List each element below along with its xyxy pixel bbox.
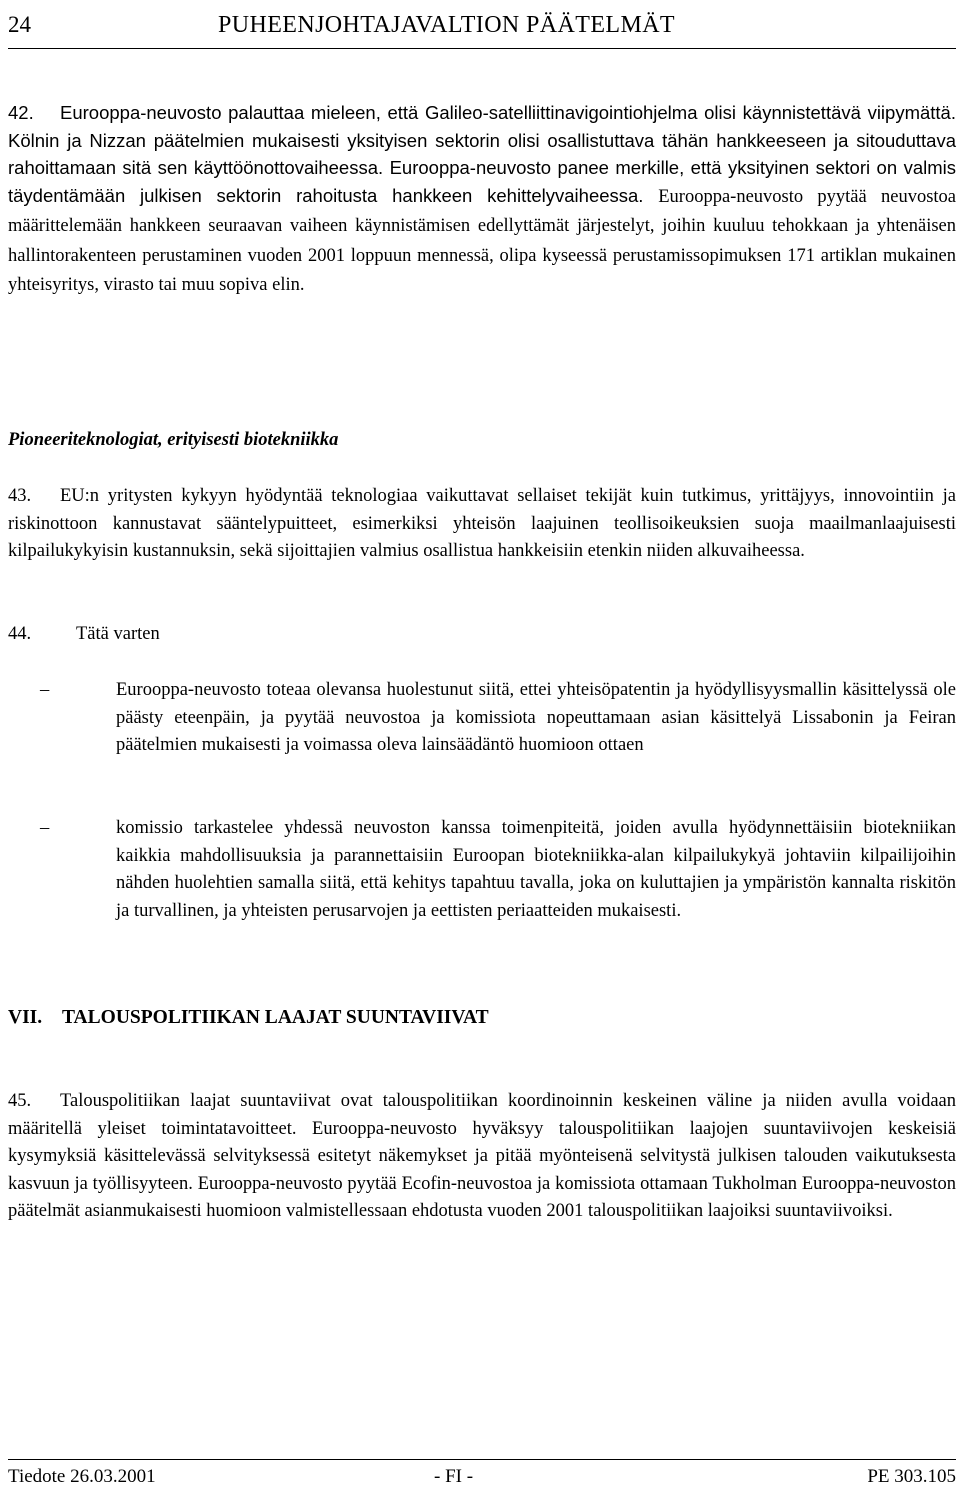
list-item-text: komissio tarkastelee yhdessä neuvoston kanssa toimenpiteitä, joiden avulla hyödynnettäisiin biotekniikan kaikkia mahdollisuuksia ja parannettaisiin Euroopan biotekniikka-alan kilpailukykyä johtaviin kilpailijoihin nähden huolehtien samalla siitä, että kehitys tapahtuu tavalla, joka on kuluttajien ja ympäristön kannalta riskitön ja turvallinen, ja yhteisten perusarvojen ja eettisten periaatteiden mukaisesti. [116,818,956,921]
page-header [8,10,956,49]
page-footer [8,1459,956,1492]
section-heading: TALOUSPOLITIIKAN LAAJAT SUUNTAVIIVAT [62,1007,489,1028]
paragraph-text: Tätä varten [76,624,160,644]
paragraph-text-cont: Eurooppa-neuvosto pyytää neuvostoa määrittelemään hankkeen seuraavan vaiheen käynnistämisen edellyttämät järjestelyt, joihin kuuluu tehokkaan ja yhtenäisen hallintorakenteen perustaminen vuoden 2001 loppuun mennessä, olipa kyseessä perustamissopimuksen 171 artiklan mukainen yhteisyritys, virasto tai muu sopiva elin. [8,186,957,295]
paragraph-43 [8,483,956,566]
dash-bullet: – [40,818,50,838]
section-heading-biotech [8,430,956,451]
paragraph-number: 43. [8,486,32,506]
paragraph-42 [8,99,956,300]
paragraph-number: 42. [8,102,34,123]
page-title: PUHEENJOHTAJAVALTION PÄÄTELMÄT [218,12,675,38]
page-number: 24 [8,12,31,37]
paragraph-text: Eurooppa-neuvosto palauttaa mieleen, että Galileo-satelliittinavigointiohjelma olisi käynnistettävä viipymättä. Kölnin ja Nizzan päätelmien mukaisesti yksityisen sektorin olisi osallistuttava tähän hankkeeseen ja sitouduttava rahoittamaan sitä sen käyttöönottovaiheessa. Eurooppa-neuvosto panee merkille, että yksityinen sektori on valmis täydentämään julkisen sektorin rahoitusta hankkeen kehittelyvaiheessa. [8,102,956,206]
dash-list-item [40,677,956,760]
paragraph-number: 45. [8,1091,32,1111]
paragraph-text: EU:n yritysten kykyyn hyödyntää teknologiaa vaikuttavat sellaiset tekijät kuin tutkimus, yrittäjyys, innovointiin ja riskinottoon kannustavat sääntelypuitteet, esimerkiksi yhteisön laajuinen teollisoikeuksien suoja maailmanlaajuisesti kilpailukykyisin kustannuksin, sekä sijoittajien valmius osallistua hankkeisiin etenkin niiden alkuvaiheessa. [8,486,956,561]
footer-right: PE 303.105 [867,1466,956,1487]
section-heading-vii [8,1007,956,1029]
paragraph-44 [8,621,956,649]
dash-bullet: – [40,680,50,700]
dash-list-item [40,815,956,925]
list-item-text: Eurooppa-neuvosto toteaa olevansa huolestunut siitä, ettei yhteisöpatentin ja hyödyllisyysmallin käsittelyssä ole päästy eteenpäin, ja pyytää neuvostoa ja komissiota nopeuttamaan asian käsittelyä Lissabonin ja Feiran päätelmien mukaisesti ja voimassa oleva lainsäädäntö huomioon ottaen [116,680,956,755]
footer-center: - FI - [434,1466,474,1487]
section-heading: Pioneeriteknologiat, erityisesti biotekniikka [8,430,339,450]
paragraph-number: 44. [8,624,32,644]
section-roman-numeral: VII. [8,1007,43,1028]
paragraph-45 [8,1088,956,1226]
footer-left: Tiedote 26.03.2001 [8,1466,156,1487]
paragraph-text: Talouspolitiikan laajat suuntaviivat ovat talouspolitiikan koordinoinnin keskeinen väline ja niiden avulla voidaan määritellä yleiset toimintatavoitteet. Eurooppa-neuvosto hyväksyy talouspolitiikan laajojen suuntaviivojen keskeisiä kysymyksiä käsittelevässä selvityksessä esitetyt näkemykset ja pitää myönteisenä selvitystä julkisen talouden vaikutuksesta kasvuun ja työllisyyteen. Eurooppa-neuvosto pyytää Ecofin-neuvostoa ja komissiota ottamaan Tukholman Eurooppa-neuvoston päätelmät asianmukaisesti huomioon valmistellessaan ehdotusta vuoden 2001 talouspolitiikan laajoiksi suuntaviivoiksi. [8,1091,956,1221]
